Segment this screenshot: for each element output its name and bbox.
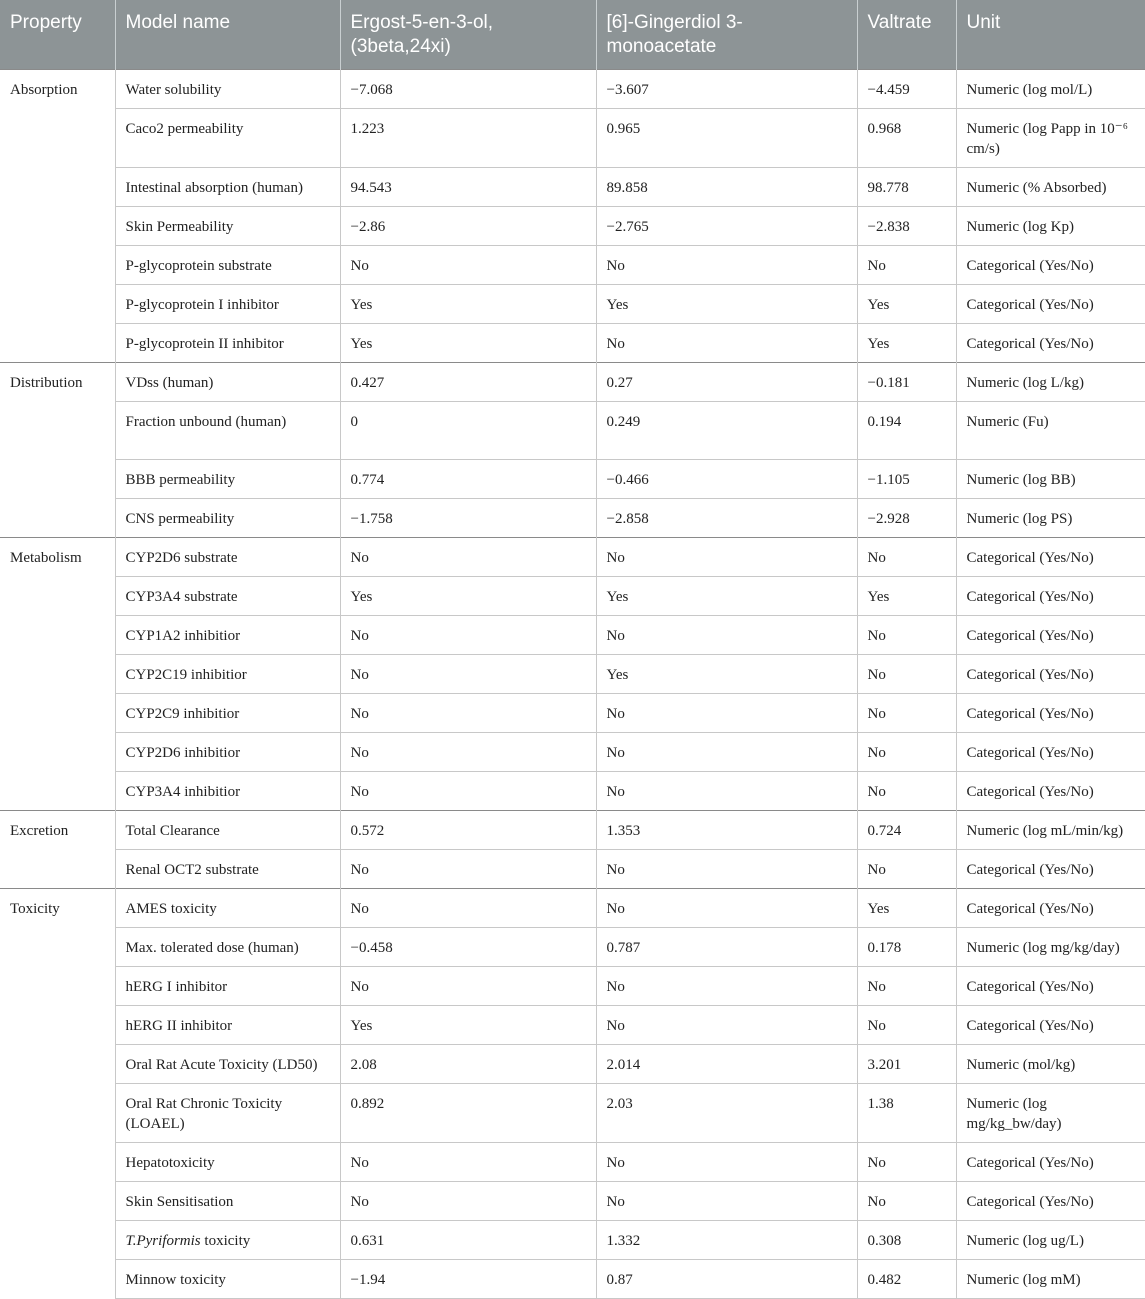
valtrate-value-cell: 0.308 — [857, 1221, 956, 1260]
gingerdiol-value-cell: 0.87 — [596, 1260, 857, 1299]
ergost-value-cell: No — [340, 850, 596, 889]
table-row — [0, 694, 1145, 733]
table-row — [0, 889, 1145, 928]
table-row — [0, 1182, 1145, 1221]
valtrate-value-cell: 0.178 — [857, 928, 956, 967]
ergost-value-cell: 0 — [340, 402, 596, 460]
gingerdiol-value-cell: −2.858 — [596, 499, 857, 538]
model-name-cell: CYP3A4 substrate — [115, 577, 340, 616]
unit-cell: Categorical (Yes/No) — [956, 538, 1145, 577]
model-name-cell: Total Clearance — [115, 811, 340, 850]
model-name-cell: P-glycoprotein I inhibitor — [115, 285, 340, 324]
model-name-cell — [115, 1221, 340, 1260]
ergost-value-cell: 0.572 — [340, 811, 596, 850]
model-name-cell: Hepatotoxicity — [115, 1143, 340, 1182]
table-row — [0, 70, 1145, 109]
model-name-cell: P-glycoprotein substrate — [115, 246, 340, 285]
valtrate-value-cell: No — [857, 850, 956, 889]
table-row — [0, 811, 1145, 850]
valtrate-value-cell: 1.38 — [857, 1084, 956, 1143]
table-row — [0, 928, 1145, 967]
model-name-cell: Oral Rat Acute Toxicity (LD50) — [115, 1045, 340, 1084]
table-row — [0, 246, 1145, 285]
ergost-value-cell: 0.427 — [340, 363, 596, 402]
ergost-value-cell: Yes — [340, 285, 596, 324]
valtrate-value-cell: No — [857, 1143, 956, 1182]
unit-cell: Categorical (Yes/No) — [956, 655, 1145, 694]
unit-cell: Numeric (log Papp in 10⁻⁶ cm/s) — [956, 109, 1145, 168]
gingerdiol-value-cell: 1.332 — [596, 1221, 857, 1260]
model-name-cell: Skin Permeability — [115, 207, 340, 246]
table-row — [0, 538, 1145, 577]
gingerdiol-value-cell: 0.965 — [596, 109, 857, 168]
model-name-cell: Minnow toxicity — [115, 1260, 340, 1299]
model-name-cell: Renal OCT2 substrate — [115, 850, 340, 889]
ergost-value-cell: −0.458 — [340, 928, 596, 967]
valtrate-value-cell: No — [857, 655, 956, 694]
valtrate-value-cell: 0.482 — [857, 1260, 956, 1299]
gingerdiol-value-cell: Yes — [596, 655, 857, 694]
valtrate-value-cell: −2.928 — [857, 499, 956, 538]
valtrate-value-cell: No — [857, 967, 956, 1006]
ergost-value-cell: −7.068 — [340, 70, 596, 109]
ergost-value-cell: No — [340, 889, 596, 928]
model-name-cell: CYP2C19 inhibitior — [115, 655, 340, 694]
gingerdiol-value-cell: No — [596, 694, 857, 733]
table-row — [0, 207, 1145, 246]
table-body — [0, 70, 1145, 1299]
table-row — [0, 850, 1145, 889]
valtrate-value-cell: No — [857, 733, 956, 772]
model-name-cell: CYP3A4 inhibitior — [115, 772, 340, 811]
ergost-value-cell: No — [340, 655, 596, 694]
ergost-value-cell: −2.86 — [340, 207, 596, 246]
unit-cell: Categorical (Yes/No) — [956, 324, 1145, 363]
ergost-value-cell: Yes — [340, 1006, 596, 1045]
table-row — [0, 499, 1145, 538]
ergost-value-cell: −1.758 — [340, 499, 596, 538]
model-name-cell: Fraction unbound (human) — [115, 402, 340, 460]
model-name-cell: Oral Rat Chronic Toxicity (LOAEL) — [115, 1084, 340, 1143]
valtrate-value-cell: 0.968 — [857, 109, 956, 168]
gingerdiol-value-cell: No — [596, 967, 857, 1006]
header-property: Property — [0, 0, 115, 70]
gingerdiol-value-cell: −0.466 — [596, 460, 857, 499]
unit-cell: Categorical (Yes/No) — [956, 1006, 1145, 1045]
table-row — [0, 1006, 1145, 1045]
valtrate-value-cell: Yes — [857, 324, 956, 363]
unit-cell: Categorical (Yes/No) — [956, 967, 1145, 1006]
property-group-cell: Metabolism — [0, 538, 115, 811]
gingerdiol-value-cell: No — [596, 246, 857, 285]
model-name-cell: hERG I inhibitor — [115, 967, 340, 1006]
ergost-value-cell: No — [340, 538, 596, 577]
unit-cell: Categorical (Yes/No) — [956, 889, 1145, 928]
header-ergost: Ergost-5-en-3-ol, (3beta,24xi) — [340, 0, 596, 70]
valtrate-value-cell: Yes — [857, 285, 956, 324]
gingerdiol-value-cell: −2.765 — [596, 207, 857, 246]
unit-cell: Categorical (Yes/No) — [956, 772, 1145, 811]
valtrate-value-cell: 3.201 — [857, 1045, 956, 1084]
unit-cell: Categorical (Yes/No) — [956, 1182, 1145, 1221]
model-name-italic: T.Pyriformis — [125, 1233, 201, 1249]
valtrate-value-cell: 0.194 — [857, 402, 956, 460]
model-name-cell: hERG II inhibitor — [115, 1006, 340, 1045]
header-unit: Unit — [956, 0, 1145, 70]
ergost-value-cell: No — [340, 246, 596, 285]
ergost-value-cell: 0.631 — [340, 1221, 596, 1260]
valtrate-value-cell: No — [857, 694, 956, 733]
valtrate-value-cell: Yes — [857, 577, 956, 616]
model-name-cell: P-glycoprotein II inhibitor — [115, 324, 340, 363]
model-name-cell: Max. tolerated dose (human) — [115, 928, 340, 967]
table-row — [0, 772, 1145, 811]
model-name-cell: Water solubility — [115, 70, 340, 109]
unit-cell: Numeric (log BB) — [956, 460, 1145, 499]
unit-cell: Numeric (log ug/L) — [956, 1221, 1145, 1260]
unit-cell: Categorical (Yes/No) — [956, 285, 1145, 324]
gingerdiol-value-cell: No — [596, 850, 857, 889]
model-name-cell: CYP2D6 inhibitior — [115, 733, 340, 772]
valtrate-value-cell: −2.838 — [857, 207, 956, 246]
gingerdiol-value-cell: 2.03 — [596, 1084, 857, 1143]
unit-cell: Categorical (Yes/No) — [956, 694, 1145, 733]
gingerdiol-value-cell: No — [596, 889, 857, 928]
property-group-cell: Distribution — [0, 363, 115, 538]
valtrate-value-cell: −4.459 — [857, 70, 956, 109]
ergost-value-cell: No — [340, 967, 596, 1006]
ergost-value-cell: Yes — [340, 324, 596, 363]
header-gingerdiol: [6]-Gingerdiol 3-monoacetate — [596, 0, 857, 70]
property-group-cell: Excretion — [0, 811, 115, 889]
gingerdiol-value-cell: 0.249 — [596, 402, 857, 460]
ergost-value-cell: −1.94 — [340, 1260, 596, 1299]
model-name-cell: BBB permeability — [115, 460, 340, 499]
ergost-value-cell: No — [340, 694, 596, 733]
ergost-value-cell: No — [340, 616, 596, 655]
ergost-value-cell: Yes — [340, 577, 596, 616]
unit-cell: Categorical (Yes/No) — [956, 850, 1145, 889]
unit-cell: Numeric (log L/kg) — [956, 363, 1145, 402]
table-row — [0, 1221, 1145, 1260]
model-name-cell: Skin Sensitisation — [115, 1182, 340, 1221]
gingerdiol-value-cell: −3.607 — [596, 70, 857, 109]
gingerdiol-value-cell: No — [596, 1143, 857, 1182]
unit-cell: Categorical (Yes/No) — [956, 733, 1145, 772]
ergost-value-cell: 1.223 — [340, 109, 596, 168]
unit-cell: Numeric (% Absorbed) — [956, 168, 1145, 207]
gingerdiol-value-cell: No — [596, 1182, 857, 1221]
unit-cell: Numeric (log mg/kg_bw/day) — [956, 1084, 1145, 1143]
valtrate-value-cell: No — [857, 1182, 956, 1221]
table-row — [0, 324, 1145, 363]
unit-cell: Numeric (log Kp) — [956, 207, 1145, 246]
gingerdiol-value-cell: No — [596, 733, 857, 772]
valtrate-value-cell: No — [857, 246, 956, 285]
unit-cell: Categorical (Yes/No) — [956, 616, 1145, 655]
header-row — [0, 0, 1145, 70]
ergost-value-cell: No — [340, 1143, 596, 1182]
model-name-cell: Intestinal absorption (human) — [115, 168, 340, 207]
model-name-cell: AMES toxicity — [115, 889, 340, 928]
table-row — [0, 655, 1145, 694]
valtrate-value-cell: No — [857, 772, 956, 811]
ergost-value-cell: 2.08 — [340, 1045, 596, 1084]
property-group-cell: Absorption — [0, 70, 115, 363]
valtrate-value-cell: No — [857, 538, 956, 577]
gingerdiol-value-cell: Yes — [596, 577, 857, 616]
gingerdiol-value-cell: No — [596, 772, 857, 811]
model-name-cell: CYP2D6 substrate — [115, 538, 340, 577]
ergost-value-cell: 0.892 — [340, 1084, 596, 1143]
valtrate-value-cell: 98.778 — [857, 168, 956, 207]
ergost-value-cell: No — [340, 772, 596, 811]
table-row — [0, 967, 1145, 1006]
model-name-cell: CYP1A2 inhibitior — [115, 616, 340, 655]
unit-cell: Numeric (log mg/kg/day) — [956, 928, 1145, 967]
header-model-name: Model name — [115, 0, 340, 70]
ergost-value-cell: No — [340, 1182, 596, 1221]
unit-cell: Numeric (log mM) — [956, 1260, 1145, 1299]
valtrate-value-cell: −0.181 — [857, 363, 956, 402]
table-row — [0, 1260, 1145, 1299]
unit-cell: Numeric (log mol/L) — [956, 70, 1145, 109]
table-row — [0, 460, 1145, 499]
unit-cell: Categorical (Yes/No) — [956, 577, 1145, 616]
gingerdiol-value-cell: 0.787 — [596, 928, 857, 967]
model-name-cell: VDss (human) — [115, 363, 340, 402]
model-name-text: toxicity — [200, 1233, 251, 1249]
table-row — [0, 733, 1145, 772]
table-row — [0, 402, 1145, 460]
valtrate-value-cell: −1.105 — [857, 460, 956, 499]
unit-cell: Categorical (Yes/No) — [956, 1143, 1145, 1182]
ergost-value-cell: 0.774 — [340, 460, 596, 499]
unit-cell: Numeric (Fu) — [956, 402, 1145, 460]
gingerdiol-value-cell: 0.27 — [596, 363, 857, 402]
valtrate-value-cell: No — [857, 1006, 956, 1045]
gingerdiol-value-cell: No — [596, 1006, 857, 1045]
ergost-value-cell: No — [340, 733, 596, 772]
table-row — [0, 1084, 1145, 1143]
model-name-cell: Caco2 permeability — [115, 109, 340, 168]
gingerdiol-value-cell: No — [596, 324, 857, 363]
table-row — [0, 168, 1145, 207]
valtrate-value-cell: Yes — [857, 889, 956, 928]
valtrate-value-cell: No — [857, 616, 956, 655]
model-name-cell: CNS permeability — [115, 499, 340, 538]
table-row — [0, 1143, 1145, 1182]
gingerdiol-value-cell: Yes — [596, 285, 857, 324]
table-row — [0, 616, 1145, 655]
gingerdiol-value-cell: No — [596, 538, 857, 577]
table-row — [0, 1045, 1145, 1084]
unit-cell: Numeric (log PS) — [956, 499, 1145, 538]
table-row — [0, 363, 1145, 402]
table-row — [0, 109, 1145, 168]
valtrate-value-cell: 0.724 — [857, 811, 956, 850]
table-row — [0, 577, 1145, 616]
header-valtrate: Valtrate — [857, 0, 956, 70]
property-group-cell: Toxicity — [0, 889, 115, 1299]
gingerdiol-value-cell: 1.353 — [596, 811, 857, 850]
ergost-value-cell: 94.543 — [340, 168, 596, 207]
gingerdiol-value-cell: No — [596, 616, 857, 655]
gingerdiol-value-cell: 89.858 — [596, 168, 857, 207]
unit-cell: Categorical (Yes/No) — [956, 246, 1145, 285]
model-name-cell: CYP2C9 inhibitior — [115, 694, 340, 733]
unit-cell: Numeric (log mL/min/kg) — [956, 811, 1145, 850]
gingerdiol-value-cell: 2.014 — [596, 1045, 857, 1084]
unit-cell: Numeric (mol/kg) — [956, 1045, 1145, 1084]
table-row — [0, 285, 1145, 324]
